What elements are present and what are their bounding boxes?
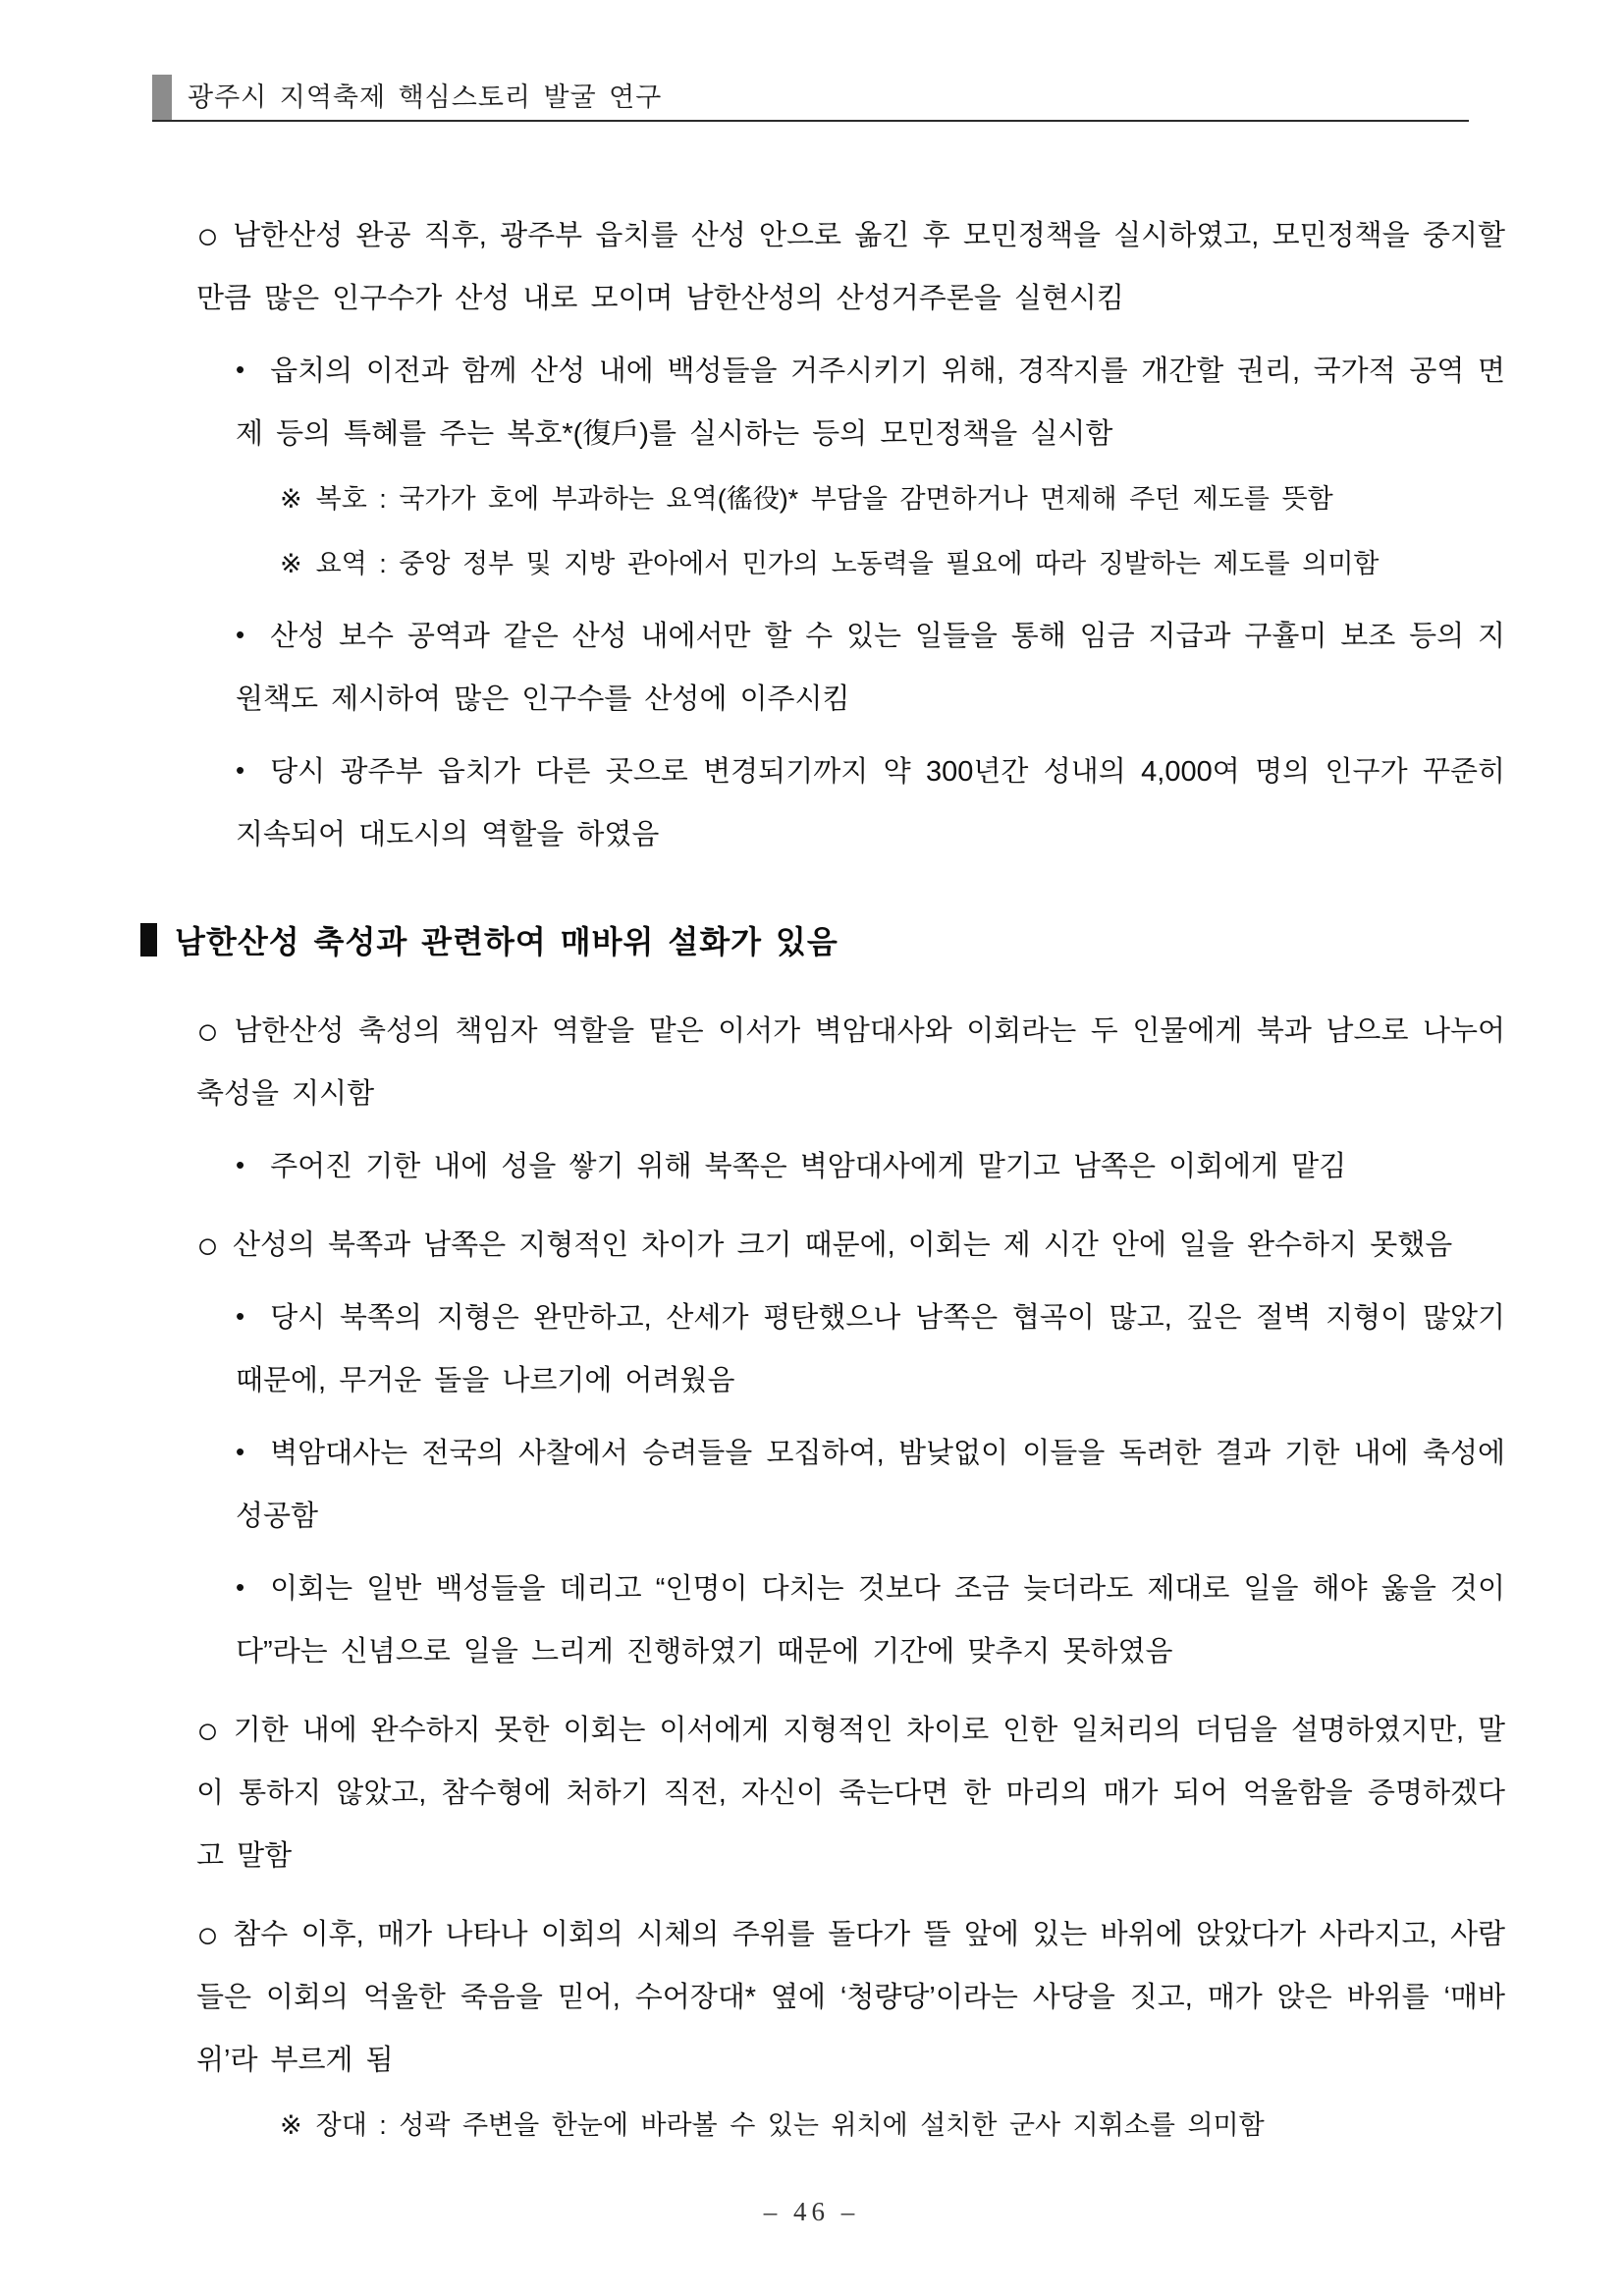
- bullet-item: [196, 204, 1505, 330]
- dot-bullet-icon: •: [236, 1572, 245, 1602]
- circle-bullet-icon: ○: [196, 1011, 221, 1053]
- reference-mark-icon: ※: [280, 2110, 302, 2140]
- sub-bullet-text: 산성 보수 공역과 같은 산성 내에서만 할 수 있는 일들을 통해 임금 지급과 구휼미 보조 등의 지원책도 제시하여 많은 인구수를 산성에 이주시킴: [236, 621, 1505, 715]
- dot-bullet-icon: •: [236, 1150, 245, 1179]
- sub-bullet-item: [236, 1285, 1505, 1412]
- page-header: [152, 75, 1469, 122]
- note-item: [280, 2094, 1505, 2157]
- note-text: 장대 : 성곽 주변을 한눈에 바라볼 수 있는 위치에 설치한 군사 지휘소를 의미함: [315, 2110, 1265, 2140]
- sub-bullet-item: [236, 338, 1505, 465]
- circle-bullet-icon: ○: [196, 1915, 220, 1956]
- circle-bullet-icon: ○: [196, 1226, 219, 1267]
- bullet-text: 참수 이후, 매가 나타나 이회의 시체의 주위를 돌다가 뜰 앞에 있는 바위에 앉았다가 사라지고, 사람들은 이회의 억울한 죽음을 믿어, 수어장대* 옆에 ‘청량당’이라는 사당을 짓고, 매가 앉은 바위를 ‘매바위’라 부르게 됨: [196, 1919, 1505, 2076]
- section-heading: [140, 917, 1505, 962]
- sub-bullet-text: 당시 광주부 읍치가 다른 곳으로 변경되기까지 약 300년간 성내의 4,000여 명의 인구가 꾸준히 지속되어 대도시의 역할을 하였음: [236, 756, 1505, 850]
- sub-bullet-text: 주어진 기한 내에 성을 쌓기 위해 북쪽은 벽암대사에게 맡기고 남쪽은 이회에게 맡김: [270, 1151, 1347, 1182]
- note-text: 복호 : 국가가 호에 부과하는 요역(徭役)* 부담을 감면하거나 면제해 주던 제도를 뜻함: [315, 484, 1333, 514]
- document-title: 광주시 지역축제 핵심스토리 발굴 연구: [188, 82, 663, 112]
- header-bar-icon: [152, 75, 172, 120]
- sub-bullet-item: [236, 1556, 1505, 1683]
- sub-bullet-item: [236, 603, 1505, 731]
- sub-bullet-text: 읍치의 이전과 함께 산성 내에 백성들을 거주시키기 위해, 경작지를 개간할 권리, 국가적 공역 면제 등의 특혜를 주는 복호*(復戶)를 실시하는 등의 모민정책을 실시함: [236, 355, 1505, 450]
- note-item: [280, 532, 1505, 595]
- section-bar-icon: [140, 923, 157, 957]
- dot-bullet-icon: •: [236, 755, 245, 785]
- reference-mark-icon: ※: [280, 484, 302, 514]
- bullet-item: [196, 1000, 1505, 1125]
- bullet-item: [196, 1699, 1505, 1887]
- dot-bullet-icon: •: [236, 1437, 245, 1466]
- bullet-text: 남한산성 축성의 책임자 역할을 맡은 이서가 벽암대사와 이회라는 두 인물에게 북과 남으로 나누어 축성을 지시함: [196, 1015, 1506, 1110]
- reference-mark-icon: ※: [280, 549, 302, 578]
- sub-bullet-item: [236, 1133, 1505, 1198]
- bullet-text: 남한산성 완공 직후, 광주부 읍치를 산성 안으로 옮긴 후 모민정책을 실시하였고, 모민정책을 중지할만큼 많은 인구수가 산성 내로 모이며 남한산성의 산성거주론을 실현시킴: [196, 220, 1505, 314]
- bullet-item: [196, 1214, 1505, 1277]
- page-number: – 46 –: [763, 2197, 860, 2226]
- sub-bullet-text: 당시 북쪽의 지형은 완만하고, 산세가 평탄했으나 남쪽은 협곡이 많고, 깊은 절벽 지형이 많았기 때문에, 무거운 돌을 나르기에 어려웠음: [236, 1302, 1505, 1396]
- sub-bullet-item: [236, 1420, 1505, 1548]
- dot-bullet-icon: •: [236, 1301, 245, 1331]
- sub-bullet-item: [236, 738, 1505, 866]
- circle-bullet-icon: ○: [196, 1711, 220, 1752]
- sub-bullet-text: 이회는 일반 백성들을 데리고 “인명이 다치는 것보다 조금 늦더라도 제대로 일을 해야 옳을 것이다”라는 신념으로 일을 느리게 진행하였기 때문에 기간에 맞추지 못하였음: [236, 1573, 1505, 1667]
- note-text: 요역 : 중앙 정부 및 지방 관아에서 민가의 노동력을 필요에 따라 징발하는 제도를 의미함: [315, 549, 1380, 578]
- dot-bullet-icon: •: [236, 620, 245, 649]
- note-item: [280, 467, 1505, 530]
- circle-bullet-icon: ○: [196, 216, 220, 257]
- bullet-text: 산성의 북쪽과 남쪽은 지형적인 차이가 크기 때문에, 이회는 제 시간 안에 일을 완수하지 못했음: [232, 1230, 1453, 1261]
- sub-bullet-text: 벽암대사는 전국의 사찰에서 승려들을 모집하여, 밤낮없이 이들을 독려한 결과 기한 내에 축성에 성공함: [236, 1438, 1505, 1532]
- bullet-item: [196, 1903, 1505, 2092]
- bullet-text: 기한 내에 완수하지 못한 이회는 이서에게 지형적인 차이로 인한 일처리의 더딤을 설명하였지만, 말이 통하지 않았고, 참수형에 처하기 직전, 자신이 죽는다면 한 마리의 매가 되어 억울함을 증명하겠다고 말함: [196, 1715, 1505, 1872]
- section-heading-text: 남한산성 축성과 관련하여 매바위 설화가 있음: [175, 924, 839, 959]
- dot-bullet-icon: •: [236, 355, 245, 384]
